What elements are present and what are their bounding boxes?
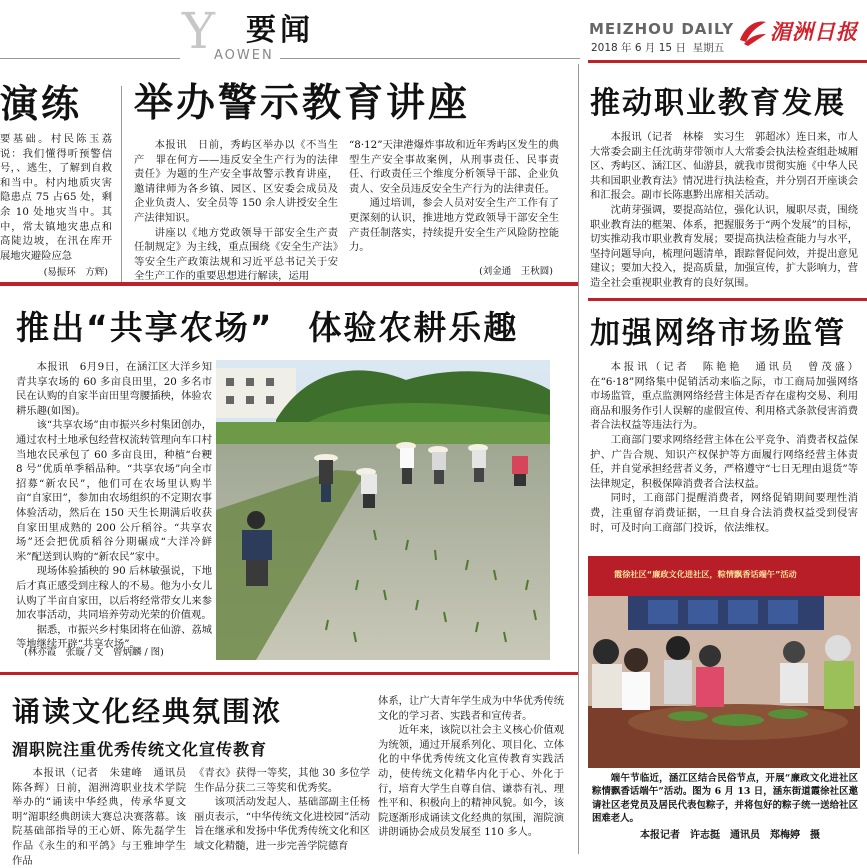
farm-p2: 该“共享农场”由市振兴乡村集团创办，通过农村土地承包经营权流转管理向车口村当地农民承包了 60 多亩良田，种植“台粳 8 号”优质单季稻品种。“共享农场”向全市招募“新农民”，他们可在农场里认购半亩“自家田”，参加由农场组织的不定期农事体验活动，然后在 150 天生长期满后收获自家田里成熟的 200 公斤稻谷。“共享农场”还会把优质稻谷分期碾成“大洋冷鲜米”配送到认购的“新农民”家中。	[16, 419, 212, 563]
masthead-rule-left	[0, 58, 180, 59]
mid-row-red-rule	[0, 672, 578, 675]
classics-col-2-p1: 《青衣》获得一等奖，其他 30 多位学生作品分获二三等奖和优秀奖。	[194, 767, 370, 794]
main-col-divider	[578, 64, 579, 854]
classics-col-3	[378, 694, 564, 854]
issue-date	[591, 40, 724, 55]
farm-photo	[216, 360, 550, 660]
market-headline: 加强网络市场监管	[590, 316, 846, 351]
classics-col-1: 本报讯（记者 朱建峰 通讯员 陈各辉）日前，湄洲湾职业技术学院举办的“诵读中华经典，传承华夏文明”湄职经典朗读大赛总决赛落幕。该院基础部指导的王心妍、陈先磊学生作品《永生的和平鸽》与王雅坤学生作品	[12, 767, 197, 867]
classics-subhead: 湄职院注重优秀传统文化宣传教育	[12, 740, 268, 759]
drill-headline: 演练	[0, 82, 83, 126]
classics-col-2-p2: 该项活动发起人、基础部副主任杨丽贞表示，“中华传统文化进校园”活动旨在继承和发扬中华优秀传统文化和区域文化精髓，进一步完善学院德育	[194, 796, 370, 852]
warning-col-1-p2: 讲座以《地方党政领导干部安全生产责任制规定》为主线，重点围绕《安全生产法》等安全生产政策法规和习近平总书记关于安全生产工作的重要思想进行解读，运用	[134, 226, 338, 283]
classics-headline: 诵读文化经典氛围浓	[12, 695, 283, 728]
masthead-rule-right	[280, 58, 580, 59]
vocational-p2: 沈萌芽强调，要提高站位，强化认识，履职尽责，围绕职业教育法的框架、体系，把握服务于“两个发展”的目标，切实推动我市职业教育发展；要提高执法检查能力与水平，坚持问题导向，梳理问题清单，跟踪督促问效，并提出意见建议；要加大投入，提高质量，加强宣传，扩大影响力，营造全社会重视职业教育的良好氛围。	[590, 203, 858, 289]
vocational-p1: 本报讯（记者 林榛 实习生 郭超冰）连日来，市人大常委会副主任沈萌芽带领市人大常委会执法检查组赴城厢区、秀屿区、涵江区、仙游县，就我市贯彻实施《中华人民共和国职业教育法》情况进行执法检查，并分别召开座谈会和汇报会。副市长陈惠黔出席相关活动。	[590, 131, 858, 202]
drill-body: 要基础。村民陈玉荔说：我们懂得听预警信号，、逃生，了解到自救和当中。村内地质灾害隐患点 75 占65 处，剩余 10 处地灾当中。其中，常太镇地灾患点和高陡边坡，在汛在库开展地灾避险应急	[0, 133, 112, 262]
top-row-red-rule	[0, 282, 578, 286]
warning-col-1	[134, 138, 338, 284]
farm-headline: 推出“共享农场” 体验农耕乐趣	[16, 308, 519, 347]
zongzi-banner: 霞徐社区“廉政文化进社区，粽情飘香话端午”活动	[614, 569, 797, 579]
section-title: 要闻	[246, 13, 314, 48]
rice-field-illustration	[216, 360, 550, 660]
warning-headline: 举办警示教育讲座	[134, 81, 471, 126]
farm-p3: 现场体验插秧的 90 后林敏强说，下地后才真正感受到庄稼人的不易。他为小女儿认购了半亩自家田，以后将经常带女儿来参加农事活动，共同培养劳动光荣的价值观。	[16, 565, 212, 622]
masthead-red-rule	[588, 60, 867, 63]
right-col-red-rule-1	[588, 298, 867, 301]
market-p2: 工商部门要求网络经营主体在公平竞争、消费者权益保护、广告合规、知识产权保护等方面履行网络经营主体责任，并自觉承担经营者义务，严格遵守“七日无理由退货”等法律规定，积极保障消费者合法权益。	[590, 433, 858, 490]
section-letter: Y	[182, 2, 216, 60]
paper-name-en: MEIZHOU DAILY	[589, 20, 735, 38]
vocational-body	[590, 130, 858, 291]
zongzi-photo	[588, 556, 860, 768]
section-pinyin: AOWEN	[214, 48, 274, 63]
zongzi-activity-illustration	[588, 556, 860, 768]
vocational-headline: 推动职业教育发展	[590, 86, 846, 121]
col-divider-1	[121, 86, 122, 282]
weekday-text: 星期五	[692, 42, 725, 54]
drill-credit: (易振环 方辉)	[43, 267, 108, 278]
warning-col-2	[349, 138, 559, 255]
farm-p4: 据悉，市振兴乡村集团将在仙游、荔城等地继续开辟“共享农场”。	[16, 623, 212, 651]
classics-col-3-p1: 体系，让广大青年学生成为中华优秀传统文化的学习者、实践者和宣传者。	[378, 695, 564, 722]
warning-col-2-p2: 通过培训，参会人员对安全生产工作有了更深刻的认识，推进地方党政领导干部安全生产责任制落实，持续提升安全生产风险防控能力。	[349, 197, 559, 254]
market-p1: 本报讯（记者 陈艳艳 通讯员 曾茂盛）在“6·18”网络集中促销活动来临之际，市工商局加强网络市场监管，重点监测网络经营主体是否存在虚构交易、利用商品和服务作引人误解的虚假宣传、利用格式条款侵害消费者合法权益等违法行为。	[590, 361, 858, 432]
paper-logo	[736, 14, 860, 48]
warning-col-1-p1: 本报讯 日前，秀屿区举办以《不当生产 罪在何方——违反安全生产行为的法律责任》为题的生产安全事故警示教育讲座，邀请律师为各乡镇、园区、区安委会成员及企业负责人、安全员等 150 余人讲授安全生产法律知识。	[134, 139, 338, 224]
logo-text: 湄洲日报	[770, 19, 858, 44]
farm-p1: 本报讯 6月9日，在涵江区大洋乡知青共享农场的 60 多亩良田里，20 多名市民在认购的自家半亩田里弯腰插秧，体验农耕乐趣(如图)。	[16, 361, 212, 417]
classics-col-3-p2: 近年来，该院以社会主义核心价值观为统领，通过开展系列化、项目化、立体化的中华优秀传统文化宣传教育实践活动，使传统文化精华内化于心、外化于行，培育大学生自尊自信、谦恭有礼、理性平和、积极向上的精神风貌。如今，该院逐渐形成诵读文化经典的氛围，湄院演讲朗诵协会成员发展至 110 多人。	[378, 724, 564, 839]
warning-col-2-p1: “8·12”天津港爆炸事故和近年秀屿区发生的典型生产安全事故案例，从刑事责任、民事责任、行政责任三个维度分析领导干部、企业负责人、安全员违反安全生产行为的法律责任。	[349, 139, 559, 195]
logo-mark-icon	[736, 14, 770, 48]
market-p3: 同时，工商部门提醒消费者，网络促销期间要理性消费，注重留存消费证据，一旦自身合法消费权益受到侵害时，可及时向工商部门投诉，依法维权。	[590, 492, 858, 534]
zongzi-credit: 本报记者 许志挺 通讯员 郑梅婷 摄	[640, 830, 820, 841]
date-text: 2018 年 6 月 15 日	[591, 42, 686, 54]
market-body	[590, 360, 858, 535]
farm-body	[16, 360, 212, 652]
zongzi-caption: 端午节临近，涵江区结合民俗节点，开展“廉政文化进社区 粽情飘香话端午”活动。图为 6 月 13 日，涵东街道霞徐社区邀请社区老党员及居民代表包粽子，并将包好的粽子统一送给社区困难老人。	[592, 773, 867, 825]
classics-col-2	[194, 766, 370, 854]
warning-credit: (刘金通 王秋圆)	[479, 266, 553, 277]
farm-credit: (林亦霞 张璇 / 文 曾炳麟 / 图)	[24, 647, 164, 658]
